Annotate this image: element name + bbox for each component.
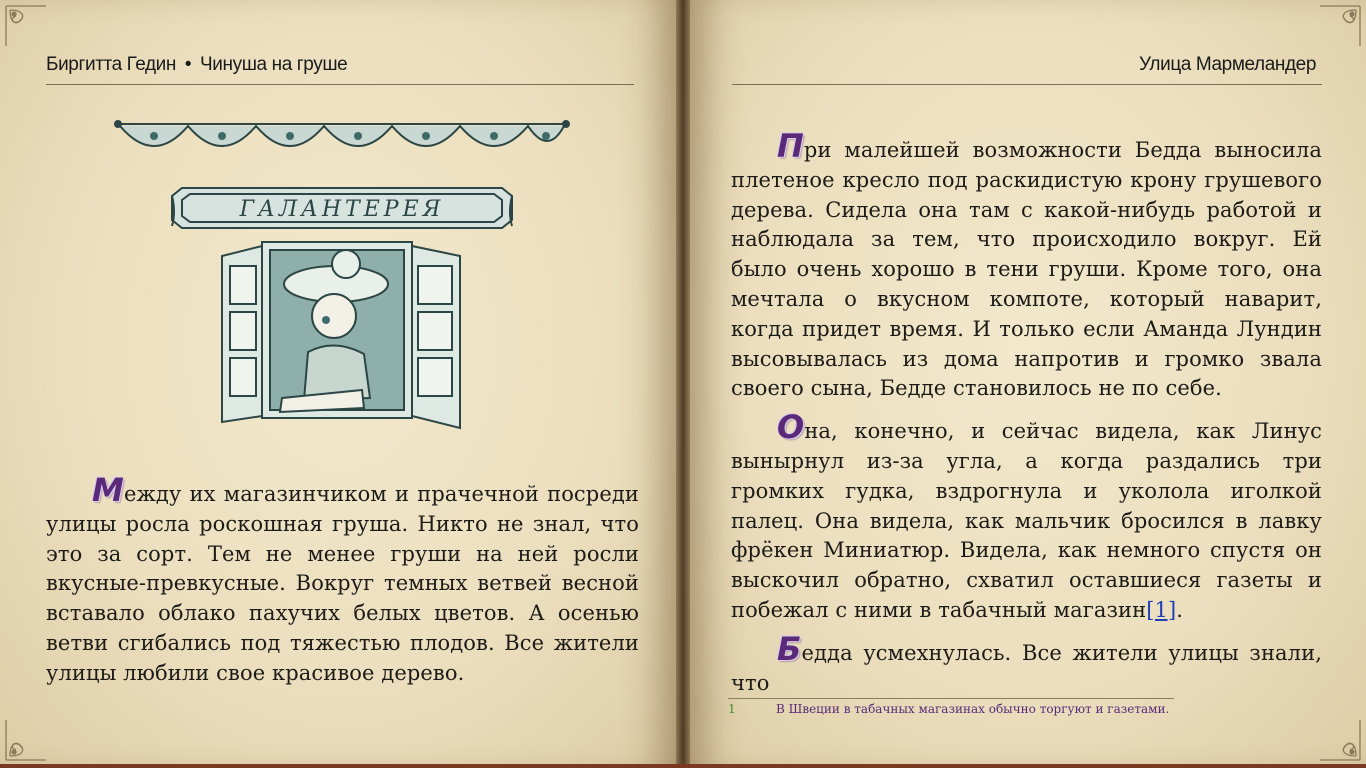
book-edge — [0, 764, 1366, 768]
corner-ornament-icon — [4, 718, 48, 762]
book-title: Чинуша на груше — [200, 54, 348, 75]
paragraph-tail: . — [1176, 597, 1184, 622]
shop-window-illustration — [112, 116, 572, 446]
paragraph-text: ежду их магазинчиком и прачечной посреди улицы росла роскошная груша. Никто не знал, что это за сорт. Тем не менее груши на ней росли вкусные-превкусные. Вокруг темных ветвей весной вставало облако пахучих белых цветов. А осенью ветви сгибались под тяжестью плодов. Все жители улицы любили свое красивое дерево. — [46, 482, 639, 685]
book-gutter — [676, 0, 690, 768]
running-header-right — [1139, 54, 1316, 84]
footnote-number: 1 — [728, 702, 736, 716]
chapter-title: Улица Мармеландер — [1139, 54, 1316, 75]
running-header-left — [46, 54, 347, 84]
drop-cap: М — [92, 471, 124, 509]
drop-cap: П — [777, 127, 804, 165]
footnote-rule — [728, 698, 1174, 699]
paragraph — [731, 408, 1322, 626]
header-rule — [46, 84, 634, 85]
right-page-text — [731, 127, 1322, 698]
corner-ornament-icon — [4, 4, 48, 48]
paragraph-text: на, конечно, и сейчас видела, как Линус вынырнул из-за угла, а когда раздались три громких гудка, вздрогнула и уколола иголкой палец. Она видела, как мальчик бросился в лавку фрёкен Миниатюр. Видела, как немного спустя он выскочил обратно, схватил оставшиеся газеты и побежал с ними в табачный магазин — [731, 419, 1322, 622]
paragraph-text: едда усмехнулась. Все жители улицы знали, что — [731, 640, 1322, 695]
footnote-text: В Швеции в табачных магазинах обычно торгуют и газетами. — [776, 702, 1170, 716]
footnote-link[interactable]: [1] — [1146, 597, 1177, 622]
book-author: Биргитта Гедин — [46, 54, 176, 75]
header-separator: • — [184, 54, 192, 75]
footnote — [728, 702, 1169, 716]
paragraph — [731, 629, 1322, 699]
corner-ornament-icon — [1318, 4, 1362, 48]
header-rule — [732, 84, 1322, 85]
paragraph — [46, 471, 639, 689]
left-page-text — [46, 471, 639, 689]
paragraph-text: ри малейшей возможности Бедда выносила плетеное кресло под раскидистую крону грушевого дерева. Сидела она там с какой-нибудь работой и наблюдала за тем, что происходило вокруг. Ей было очень хорошо в тени груши. Кроме того, она мечтала о вкусном компоте, который наварит, когда придет время. И только если Аманда Лундин высовывалась из дома напротив и громко звала своего сына, Бедде становилось не по себе. — [731, 138, 1322, 401]
paragraph — [731, 127, 1322, 404]
corner-ornament-icon — [1318, 718, 1362, 762]
shop-sign-text: ГАЛАНТЕРЕЯ — [239, 197, 445, 222]
drop-cap: О — [777, 408, 805, 447]
drop-cap: Б — [777, 629, 802, 668]
